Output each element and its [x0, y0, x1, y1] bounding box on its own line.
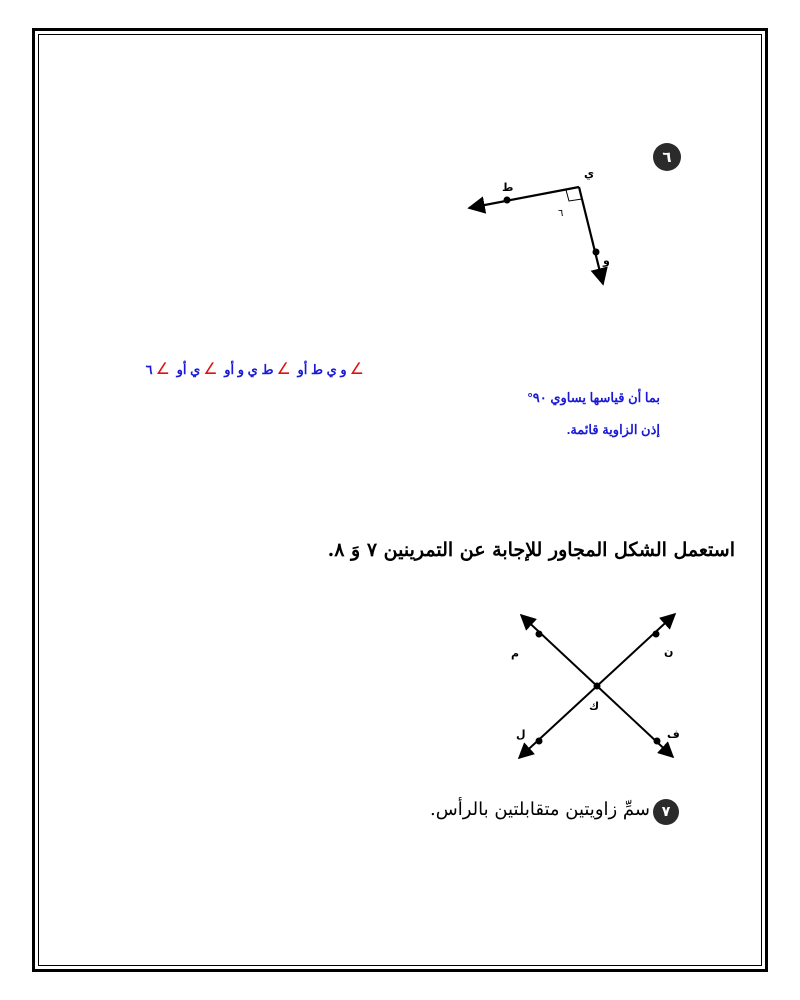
answer-angle-6: ٦: [145, 362, 153, 377]
label-w: و: [603, 254, 610, 267]
answer-line-3: إذن الزاوية قائمة.: [566, 422, 660, 437]
label-n: ن: [664, 645, 674, 658]
answer-angle-tyw: ط ي و: [237, 362, 274, 377]
label-l: ل: [516, 728, 526, 741]
instruction-text: استعمل الشكل المجاور للإجابة عن التمرينين ٧ وَ ٨.: [327, 539, 735, 561]
point-l: [536, 738, 543, 745]
label-t: ط: [502, 181, 514, 194]
answer-angle-wyt: و ي ط: [310, 362, 347, 377]
answer-line-2: بما أن قياسها يساوي ٩٠°: [527, 390, 660, 405]
point-f: [654, 738, 661, 745]
angle-symbol-icon: ∠: [276, 361, 291, 378]
label-f: ف: [667, 728, 680, 741]
answer-or: أو: [224, 362, 235, 377]
label-y: ي: [584, 167, 595, 180]
point-m: [536, 631, 543, 638]
point-k: [594, 683, 601, 690]
exercise-6-number-badge: ٦: [653, 143, 681, 171]
answer-or: أو: [176, 362, 187, 377]
angle-symbol-icon: ∠: [203, 361, 218, 378]
angle-symbol-icon: ∠: [155, 361, 170, 378]
answer-or: أو: [297, 362, 308, 377]
point-n: [653, 631, 660, 638]
label-k: ك: [589, 700, 600, 713]
exercise-7-question: سمِّ زاويتين متقابلتين بالرأس.: [430, 799, 650, 820]
angle-symbol-icon: ∠: [349, 361, 364, 378]
label-m: م: [511, 647, 520, 660]
answer-angle-y: ي: [190, 362, 201, 377]
exercise-7-number-badge: ٧: [653, 799, 679, 825]
label-angle-6: ٦: [558, 208, 564, 219]
